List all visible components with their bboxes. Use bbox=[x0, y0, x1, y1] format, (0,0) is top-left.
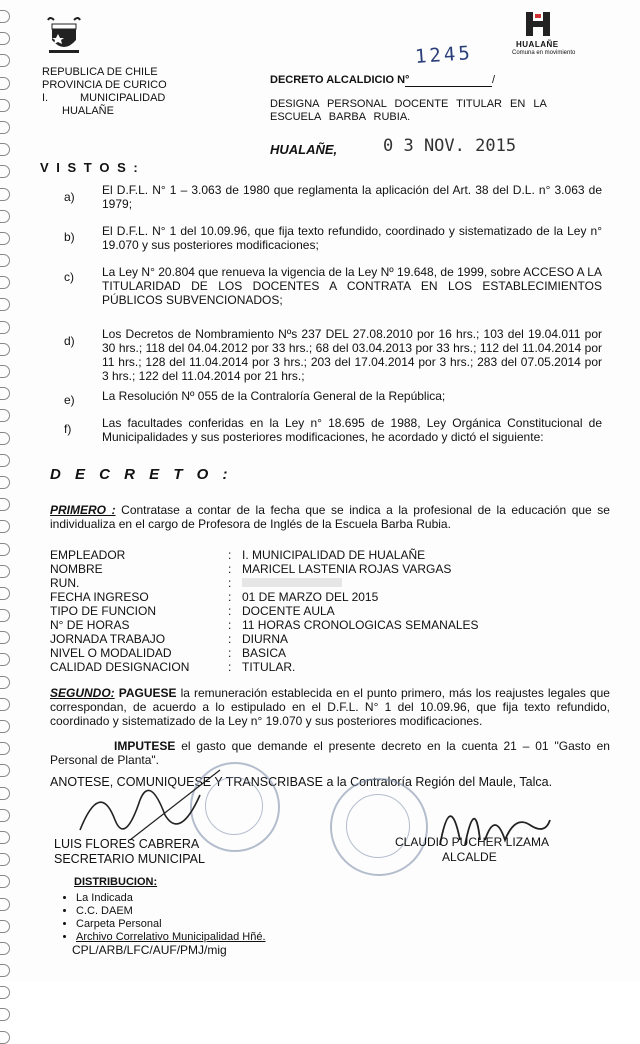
vistos-letter: a) bbox=[64, 190, 75, 204]
vistos-letter: d) bbox=[64, 334, 75, 348]
mayor-seal-stamp bbox=[330, 778, 428, 876]
field-value: I. MUNICIPALIDAD DE HUALAÑE bbox=[242, 548, 426, 562]
imputese-text: el gasto que demande el presente decreto en la cuenta 21 – 01 "Gasto en Personal de Planta". bbox=[50, 739, 610, 767]
field-label: NIVEL O MODALIDAD bbox=[50, 646, 172, 660]
anotese-line: ANOTESE, COMUNIQUESE Y TRANSCRIBASE a la Contraloría Región del Maule, Talca. bbox=[50, 775, 553, 789]
field-label: EMPLEADOR bbox=[50, 548, 126, 562]
field-row: FECHA INGRESO : 01 DE MARZO DEL 2015 bbox=[50, 590, 379, 604]
field-row: EMPLEADOR : I. MUNICIPALIDAD DE HUALAÑE bbox=[50, 548, 426, 562]
field-label: CALIDAD DESIGNACION bbox=[50, 660, 190, 674]
decree-label: DECRETO ALCALDICIO N° bbox=[270, 74, 410, 86]
distribution-item: • Carpeta Personal bbox=[76, 918, 266, 931]
decree-number-stamp: 1245 bbox=[414, 42, 474, 68]
vistos-item: El D.F.L. N° 1 del 10.09.96, que fija texto refundido, coordinado y sistematizado de la Ley n° 19.070 y sus posteriores modificaciones; bbox=[102, 224, 602, 252]
coat-of-arms-icon bbox=[46, 16, 82, 56]
vistos-item: Las facultades conferidas en la Ley n° 18.695 de 1988, Ley Orgánica Constitucional de Municipalidades y sus posteriores modificaciones, he acordado y dictó el siguiente: bbox=[102, 416, 602, 444]
field-row: NIVEL O MODALIDAD : BASICA bbox=[50, 646, 287, 660]
field-value: BASICA bbox=[242, 646, 287, 660]
field-value: TITULAR. bbox=[242, 660, 296, 674]
mayor-title: ALCALDE bbox=[442, 850, 497, 864]
date-stamp: 0 3 NOV. 2015 bbox=[383, 136, 517, 156]
vistos-item: El D.F.L. N° 1 – 3.063 de 1980 que reglamenta la aplicación del Art. 38 del D.L. n° 3.063 de 1979; bbox=[102, 183, 602, 211]
header-republic: REPUBLICA DE CHILE bbox=[42, 66, 158, 78]
field-label: TIPO DE FUNCION bbox=[50, 604, 157, 618]
header-commune: HUALAÑE bbox=[62, 105, 114, 117]
field-row: CALIDAD DESIGNACION : TITULAR. bbox=[50, 660, 296, 674]
field-row: RUN. : bbox=[50, 576, 610, 590]
distribution-list bbox=[64, 892, 266, 944]
vistos-letter: b) bbox=[64, 230, 75, 244]
distribution-initials: CPL/ARB/LFC/AUF/PMJ/mig bbox=[72, 943, 227, 957]
field-value: DIURNA bbox=[242, 632, 289, 646]
decree-subject: DESIGNA PERSONAL DOCENTE TITULAR EN LA ESCUELA BARBA RUBIA. bbox=[270, 98, 547, 123]
distribution-item: • C.C. DAEM bbox=[76, 905, 266, 918]
segundo-paragraph bbox=[50, 686, 610, 728]
decreto-heading: D E C R E T O : bbox=[50, 466, 233, 483]
header-municipality: MUNICIPALIDAD bbox=[80, 92, 166, 104]
redaction-block bbox=[242, 578, 342, 587]
field-value: 01 DE MARZO DEL 2015 bbox=[242, 590, 379, 604]
decree-place: HUALAÑE, bbox=[270, 142, 338, 157]
header-province: PROVINCIA DE CURICO bbox=[42, 79, 167, 91]
decree-slash: / bbox=[492, 74, 496, 86]
field-value: MARICEL LASTENIA ROJAS VARGAS bbox=[242, 562, 452, 576]
field-value: 11 HORAS CRONOLOGICAS SEMANALES bbox=[242, 618, 479, 632]
primero-label: PRIMERO : bbox=[50, 503, 116, 517]
field-value: DOCENTE AULA bbox=[242, 604, 335, 618]
field-label: N° DE HORAS bbox=[50, 618, 130, 632]
field-label: NOMBRE bbox=[50, 562, 103, 576]
distribution-item: • Archivo Correlativo Municipalidad Hñé. bbox=[76, 931, 266, 944]
primero-text: Contratase a contar de la fecha que se indica a la profesional de la educación que se individualiza en el cargo de Profesora de Inglés de la Escuela Barba Rubia. bbox=[50, 503, 610, 531]
decree-number-line bbox=[405, 86, 492, 87]
vistos-letter: c) bbox=[64, 270, 74, 284]
distribution-heading: DISTRIBUCION: bbox=[74, 876, 158, 888]
brand-tagline: Comuna en movimiento bbox=[512, 50, 576, 56]
field-label: FECHA INGRESO bbox=[50, 590, 149, 604]
header-muni-prefix: I. bbox=[42, 92, 49, 104]
field-row: TIPO DE FUNCION : DOCENTE AULA bbox=[50, 604, 335, 618]
hualane-logo-icon bbox=[520, 10, 556, 38]
imputese-keyword: IMPUTESE bbox=[114, 739, 176, 753]
vistos-item: Los Decretos de Nombramiento Nºs 237 DEL 27.08.2010 por 16 hrs.; 103 del 19.04.011 por 30 hrs.; 118 del 04.04.2012 por 33 hrs.; 68 del 03.04.2013 por 33 hrs.; 112 del 11.04.2014 por 11 hrs.; 128 del 11.04.2014 por 3 hrs.; 203 del 17.04.2014 por 3 hrs.; 283 del 07.05.2014 por 3 hrs.; 122 del 11.04.2014 por 21 hrs.; bbox=[102, 327, 602, 383]
binding-spiral bbox=[0, 10, 14, 970]
brand-name: HUALAÑE bbox=[516, 40, 559, 49]
vistos-letter: f) bbox=[64, 422, 72, 436]
primero-paragraph bbox=[50, 503, 610, 531]
field-label: RUN. bbox=[50, 576, 80, 590]
field-row: N° DE HORAS : 11 HORAS CRONOLOGICAS SEMANALES bbox=[50, 618, 479, 632]
vistos-item: La Ley N° 20.804 que renueva la vigencia de la Ley Nº 19.648, de 1999, sobre ACCESO A LA TITULARIDAD DE LOS DOCENTES A CONTRATA EN LOS ESTABLECIMIENTOS PÚBLICOS SUBVENCIONADOS; bbox=[102, 265, 602, 307]
vistos-heading: V I S T O S : bbox=[40, 160, 140, 175]
secretary-title: SECRETARIO MUNICIPAL bbox=[54, 852, 205, 866]
vistos-item: La Resolución Nº 055 de la Contraloría General de la República; bbox=[102, 389, 446, 403]
field-row: NOMBRE : MARICEL LASTENIA ROJAS VARGAS bbox=[50, 562, 452, 576]
segundo-label: SEGUNDO: bbox=[50, 686, 115, 700]
vistos-letter: e) bbox=[64, 393, 75, 407]
mayor-name: CLAUDIO PUCHER LIZAMA bbox=[395, 835, 550, 849]
field-row: JORNADA TRABAJO : DIURNA bbox=[50, 632, 289, 646]
segundo-keyword: PAGUESE bbox=[118, 686, 177, 700]
secretary-name: LUIS FLORES CABRERA bbox=[54, 837, 200, 851]
field-label: JORNADA TRABAJO bbox=[50, 632, 166, 646]
distribution-item: • La Indicada bbox=[76, 892, 266, 905]
segundo-text: la remuneración establecida en el punto primero, más los reajustes legales que correspondan, de acuerdo a lo estipulado en el D.F.L. N° 1 del 10.09.96, que fija texto refundido, coordinado y sistematizado de la Ley n° 19.070 y sus posteriores modificaciones. bbox=[50, 686, 610, 728]
